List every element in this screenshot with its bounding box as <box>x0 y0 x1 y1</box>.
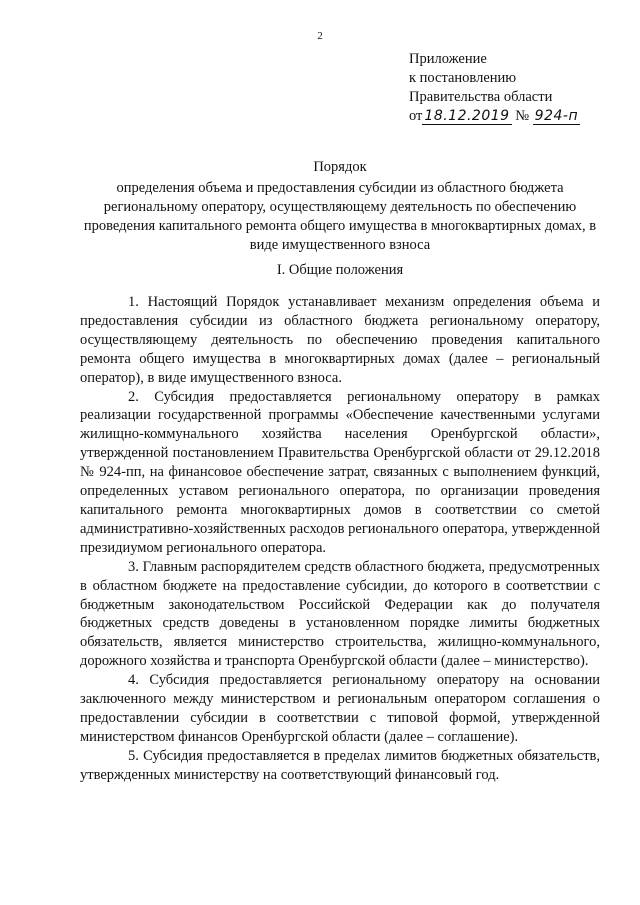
paragraph-1: 1. Настоящий Порядок устанавливает механизм определения объема и предоставления субсидии из областного бюджета региональному оператору, осуществляющему деятельность по обеспечению проведения капитального ремонта общего имущества в многоквартирных домах (далее – региональный оператор), в виде имущественного взноса. <box>80 294 600 386</box>
paragraph-5: 5. Субсидия предоставляется в пределах лимитов бюджетных обязательств, утвержденных министерству на соответствующий финансовый год. <box>80 747 600 783</box>
appendix-from-label: от <box>409 108 423 124</box>
paragraph-2: 2. Субсидия предоставляется региональному оператору в рамках реализации государственной программы «Обеспечение качественными услугами жилищно-коммунального хозяйства населения Оренбургской области», утвержденной постановлением Правительства Оренбургской области от 29.12.2018 № 924-пп, на финансовое обеспечение затрат, связанных с выполнением функций, определенных уставом регионального оператора, по организации проведения капитального ремонта многоквартирных домов в соответствии со сметой административно-хозяйственных расходов регионального оператора, утвержденной президиумом регионального оператора. <box>80 388 600 556</box>
appendix-line-1: Приложение <box>409 51 487 67</box>
section-heading: I. Общие положения <box>276 262 404 278</box>
appendix-number-sign: № <box>515 108 530 124</box>
appendix-line-4 <box>409 107 580 126</box>
appendix-line-2: к постановлению <box>409 70 517 86</box>
appendix-date-handwritten: 18.12.2019 <box>424 108 510 124</box>
document-title <box>80 158 600 255</box>
title-line-1: Порядок <box>313 159 367 175</box>
page-number: 2 <box>317 30 323 42</box>
appendix-number-handwritten: 924-п <box>534 108 579 124</box>
document-body <box>80 293 600 785</box>
title-line-2: определения объема и предоставления субсидии из областного бюджета региональному оператору, осуществляющему деятельность по обеспечению проведения капитального ремонта общего имущества в многоквартирных домах, в виде имущественного взноса <box>83 180 597 253</box>
paragraph-4: 4. Субсидия предоставляется региональному оператору на основании заключенного между министерством и региональным оператором соглашения о предоставлении субсидии в соответствии с типовой формой, утвержденной министерством финансов Оренбургской области (далее – соглашение). <box>80 672 600 745</box>
appendix-block <box>409 50 580 126</box>
paragraph-3: 3. Главным распорядителем средств областного бюджета, предусмотренных в областном бюджете на предоставление субсидии, до которого в соответствии с бюджетным законодательством Российской Федерации как до получателя бюджетных средств доведены в установленном порядке лимиты бюджетных обязательств, является министерство строительства, жилищно-коммунального, дорожного хозяйства и транспорта Оренбургской области (далее – министерство). <box>80 558 600 670</box>
appendix-line-3: Правительства области <box>409 89 553 105</box>
